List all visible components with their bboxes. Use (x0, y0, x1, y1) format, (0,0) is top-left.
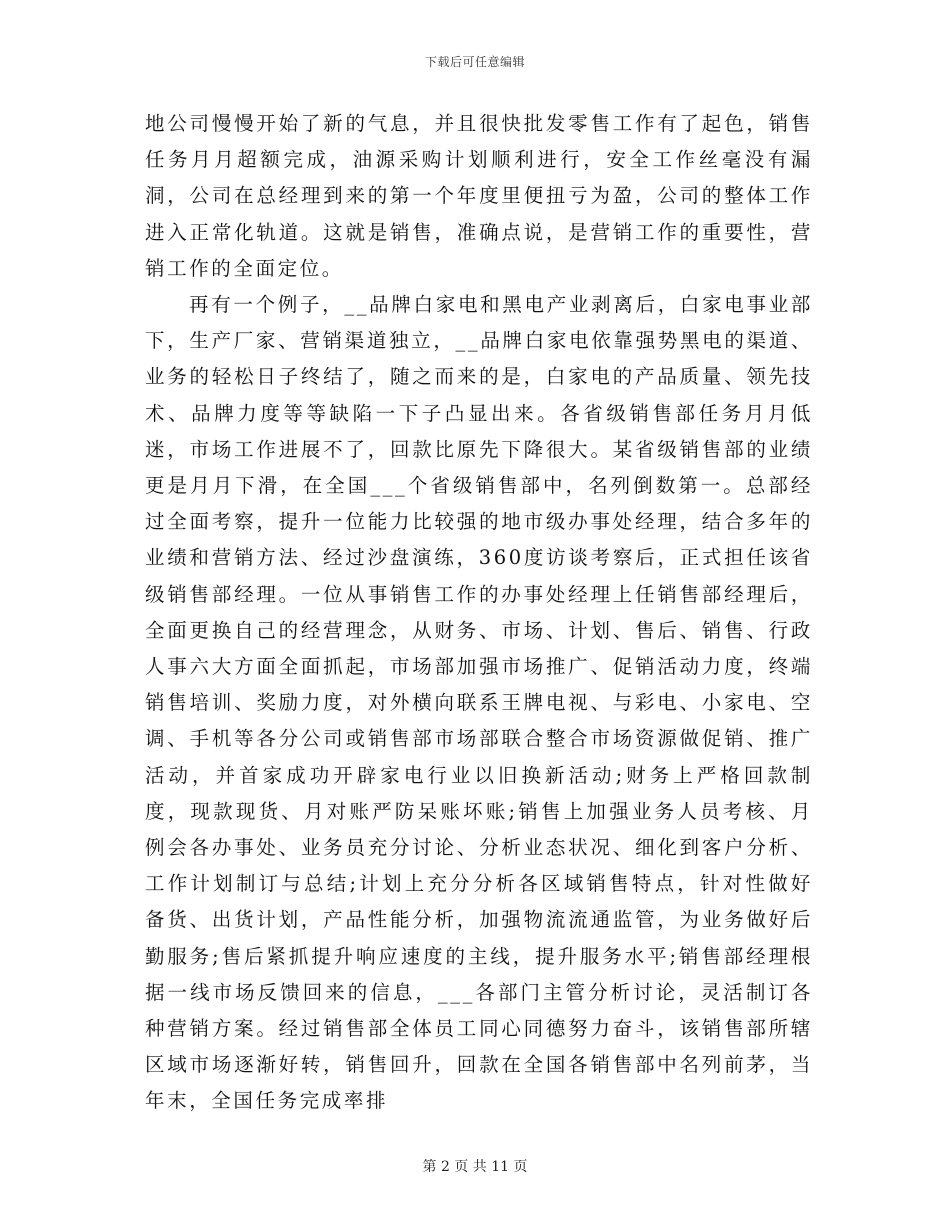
paragraph-example: 再有一个例子，__品牌白家电和黑电产业剥离后，白家电事业部下，生产厂家、营销渠道独立，__品牌白家电依靠强势黑电的渠道、业务的轻松日子终结了，随之而来的是，白家电的产品质量、领先技术、品牌力度等等缺陷一下子凸显出来。各省级销售部任务月月低迷，市场工作进展不了，回款比原先下降很大。某省级销售部的业绩更是月月下滑，在全国___个省级销售部中，名列倒数第一。总部经过全面考察，提升一位能力比较强的地市级办事处经理，结合多年的业绩和营销方法、经过沙盘演练，360度访谈考察后，正式担任该省级销售部经理。一位从事销售工作的办事处经理上任销售部经理后，全面更换自己的经营理念，从财务、市场、计划、售后、销售、行政人事六大方面全面抓起，市场部加强市场推广、促销活动力度，终端销售培训、奖励力度，对外横向联系王牌电视、与彩电、小家电、空调、手机等各分公司或销售部市场部联合整合市场资源做促销、推广活动，并首家成功开辟家电行业以旧换新活动;财务上严格回款制度，现款现货、月对账严防呆账坏账;销售上加强业务人员考核、月例会各办事处、业务员充分讨论、分析业态状况、细化到客户分析、工作计划制订与总结;计划上充分分析各区域销售特点，针对性做好备货、出货计划，产品性能分析，加强物流流通监管，为业务做好后勤服务;售后紧抓提升响应速度的主线，提升服务水平;销售部经理根据一线市场反馈回来的信息，___各部门主管分析讨论，灵活制订各种营销方案。经过销售部全体员工同心同德努力奋斗，该销售部所辖区域市场逐渐好转，销售回升，回款在全国各销售部中名列前茅，当年末，全国任务完成率排 (145, 293, 813, 1113)
page-footer: 第 2 页 共 11 页 (422, 1159, 528, 1175)
document-body (145, 106, 813, 1120)
paragraph-continuation: 地公司慢慢开始了新的气息，并且很快批发零售工作有了起色，销售任务月月超额完成，油源采购计划顺利进行，安全工作丝毫没有漏洞，公司在总经理到来的第一个年度里便扭亏为盈，公司的整体工作进入正常化轨道。这就是销售，准确点说，是营销工作的重要性，营销工作的全面定位。 (145, 112, 813, 280)
page-header: 下载后可任意编辑 (424, 55, 525, 69)
